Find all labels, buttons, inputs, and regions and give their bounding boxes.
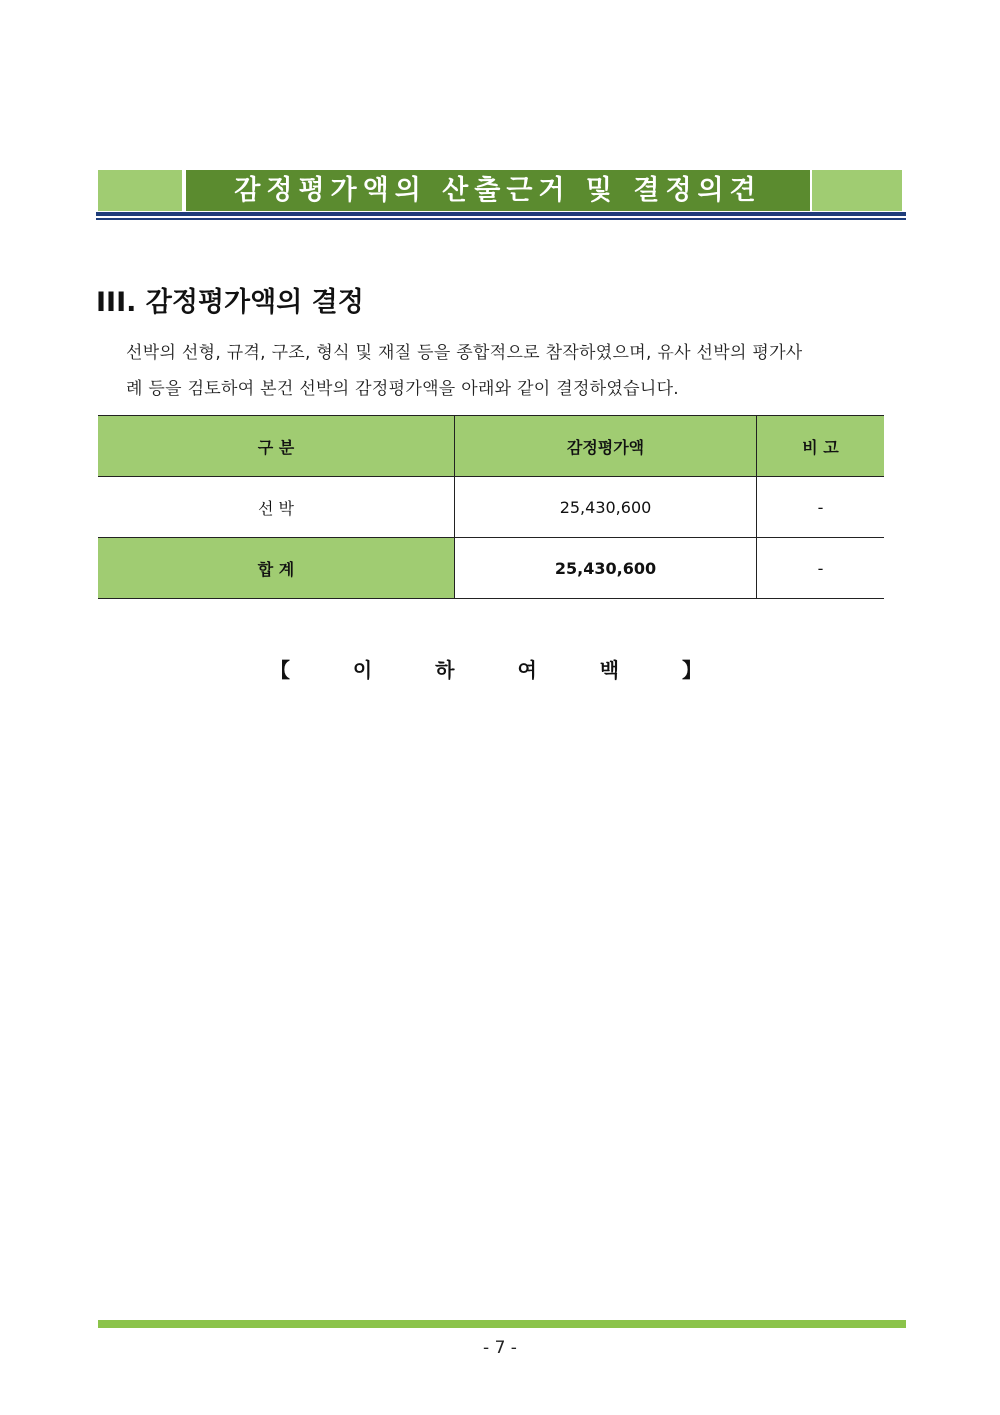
table-total-row [98, 538, 884, 599]
cell-category: 선 박 [98, 477, 455, 538]
total-remarks: - [757, 538, 885, 599]
table-header-row [98, 416, 884, 477]
footer-bar [98, 1320, 906, 1328]
total-label: 합 계 [98, 538, 455, 599]
total-value: 25,430,600 [455, 538, 757, 599]
cell-remarks: - [757, 477, 885, 538]
header-appraisal-value: 감정평가액 [455, 416, 757, 477]
header-remarks: 비 고 [757, 416, 885, 477]
banner-right-block [812, 170, 902, 211]
blank-below-notice: 【 이 하 여 백 】 [269, 658, 731, 682]
cell-appraisal-value: 25,430,600 [455, 477, 757, 538]
title-banner [98, 170, 902, 211]
paragraph-line-2: 례 등을 검토하여 본건 선박의 감정평가액을 아래와 같이 결정하였습니다. [126, 379, 679, 399]
section-heading: III. 감정평가액의 결정 [96, 287, 364, 318]
banner-underline-thick [96, 212, 906, 216]
table-row [98, 477, 884, 538]
valuation-table [98, 415, 884, 599]
paragraph-line-1: 선박의 선형, 규격, 구조, 형식 및 재질 등을 종합적으로 참작하였으며, 유사 선박의 평가사 [126, 343, 803, 363]
banner-underline-thin [96, 218, 906, 220]
header-category: 구 분 [98, 416, 455, 477]
banner-left-block [98, 170, 182, 211]
page-number: - 7 - [483, 1338, 517, 1358]
banner-title: 감정평가액의 산출근거 및 결정의견 [184, 170, 812, 211]
